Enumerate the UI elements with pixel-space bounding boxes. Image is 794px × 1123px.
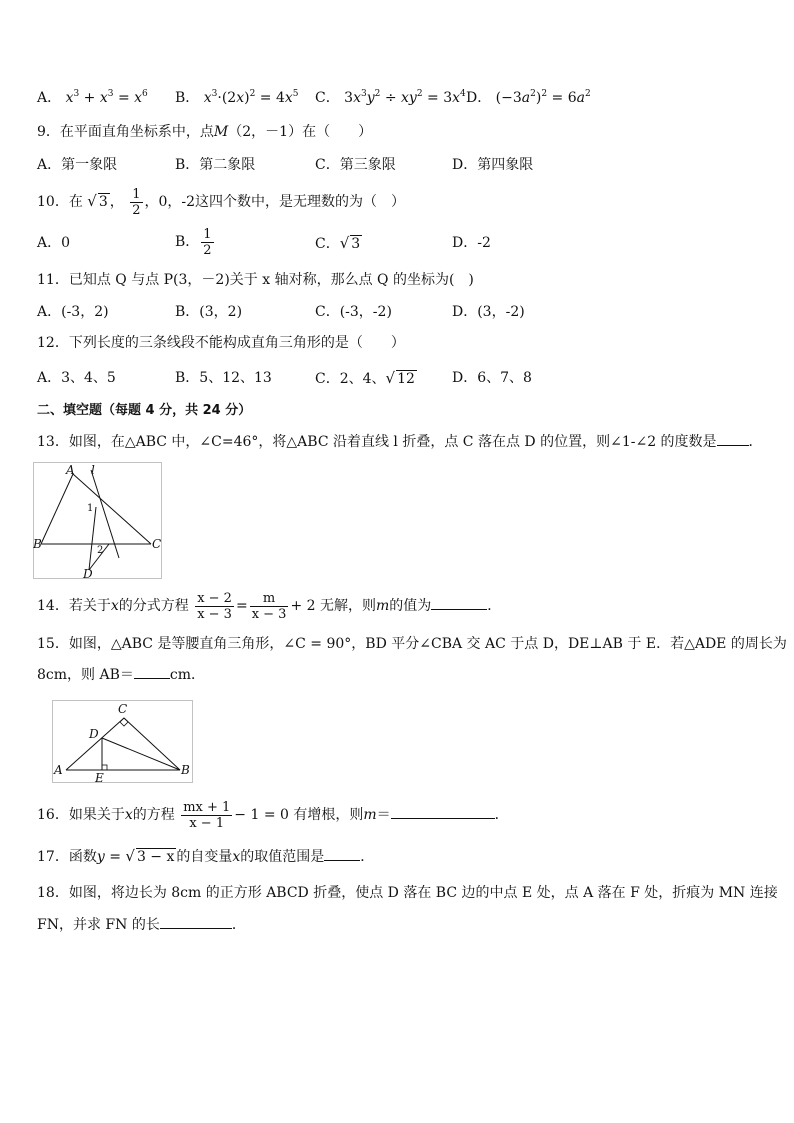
q17-stem: 17．函数y = √ 3 − x 的自变量x的取值范围是 ． xyxy=(37,847,375,865)
q9-option-c: C．第三象限 xyxy=(315,157,396,173)
q15-stem-line1: 15．如图，△ABC 是等腰直角三角形，∠C = 90°，BD 平分∠CBA 交 AC 于点 D，DE⊥AB 于 E．若△ADE 的周长为 xyxy=(37,636,787,652)
q15-answer-blank[interactable] xyxy=(134,664,170,679)
q12-stem: 12．下列长度的三条线段不能构成直角三角形的是（ ） xyxy=(37,335,405,351)
q8-option-a: A． $x^3 + x^3 = x^6$ xyxy=(37,89,148,106)
q18-stem-line2: FN，并求 FN 的长 ． xyxy=(37,914,246,935)
q13-label-a: A xyxy=(66,463,75,477)
q9-option-d: D．第四象限 xyxy=(452,157,534,173)
q12-option-b: B．5、12、13 xyxy=(175,370,272,386)
q13-label-l: l xyxy=(91,463,95,477)
q15-label-a: A xyxy=(54,763,63,777)
q13-label-b: B xyxy=(33,537,42,551)
q17-answer-blank[interactable] xyxy=(324,846,360,861)
q9-stem: 9．在平面直角坐标系中，点M（2，－1）在（ ） xyxy=(37,124,373,140)
q15-stem-line2: 8cm，则 AB＝ cm． xyxy=(37,664,205,685)
q10-option-d: D．-2 xyxy=(452,235,491,251)
q15-label-c: C xyxy=(118,702,128,716)
q15-label-b: B xyxy=(181,763,190,777)
q13-label-angle-2: 2 xyxy=(97,545,104,556)
q11-stem: 11．已知点 Q 与点 P(3，－2)关于 x 轴对称，那么点 Q 的坐标为( ) xyxy=(37,272,474,288)
section-heading-fill-in: 二、填空题（每题 4 分，共 24 分） xyxy=(37,403,252,418)
q13-label-c: C xyxy=(152,537,162,551)
q11-option-a: A．(-3，2) xyxy=(37,304,109,320)
q10-option-a: A．0 xyxy=(37,235,71,251)
q8-option-d: D． $(-3a^2)^2 = 6a^2$ xyxy=(466,89,591,106)
q10-fraction: $\frac{1}{2}$ xyxy=(132,186,141,218)
q18-stem-line1: 18．如图，将边长为 8cm 的正方形 ABCD 折叠，使点 D 落在 BC 边的中点 E 处，点 A 落在 F 处，折痕为 MN 连接 xyxy=(37,885,778,901)
q15-label-e: E xyxy=(95,771,104,784)
q10-option-c: C．√ 3 xyxy=(315,234,361,252)
q8-option-c: C． $3x^3y^2 \div xy^2 = 3x^4$ xyxy=(315,89,466,106)
q10-stem: 10．在 √ 3 ， $\frac{1}{2}$ ，0，-2这四个数中，是无理数的为（ ） xyxy=(37,186,406,218)
q14-stem: 14．若关于x的分式方程 $\frac{x - 2}{x - 3}$ = $\frac{m}{x - 3}$ + 2 无解，则m的值为 ． xyxy=(37,590,502,622)
q13-label-angle-1: 1 xyxy=(87,503,94,514)
q8-option-b: B． $x^3\cdot(2x)^2 = 4x^5$ xyxy=(175,89,299,106)
q16-answer-blank[interactable] xyxy=(391,804,495,819)
q10-option-b: B． $\frac{1}{2}$ xyxy=(175,226,212,258)
q9-option-a: A．第一象限 xyxy=(37,157,118,173)
q13-label-d: D xyxy=(83,567,93,580)
q11-option-b: B．(3，2) xyxy=(175,304,243,320)
q13-answer-blank[interactable] xyxy=(717,431,749,446)
q12-option-a: A．3、4、5 xyxy=(37,370,116,386)
q12-option-d: D．6、7、8 xyxy=(452,370,532,386)
q16-stem: 16．如果关于x的方程 $\frac{mx + 1}{x - 1}$ − 1 = 0 有增根，则m＝ ． xyxy=(37,799,509,831)
q13-triangle-figure xyxy=(33,462,163,580)
q11-option-c: C．(-3，-2) xyxy=(315,304,392,320)
q14-answer-blank[interactable] xyxy=(431,595,487,610)
q13-stem: 13．如图，在△ABC 中，∠C=46°，将△ABC 沿着直线 l 折叠，点 C 落在点 D 的位置，则∠1-∠2 的度数是 ． xyxy=(37,431,763,452)
q9-option-b: B．第二象限 xyxy=(175,157,256,173)
q11-option-d: D．(3，-2) xyxy=(452,304,525,320)
q15-triangle-figure xyxy=(52,700,194,784)
q18-answer-blank[interactable] xyxy=(160,914,232,929)
q15-label-d: D xyxy=(89,727,99,741)
q12-option-c: C．2、4、√ 12 xyxy=(315,369,415,387)
